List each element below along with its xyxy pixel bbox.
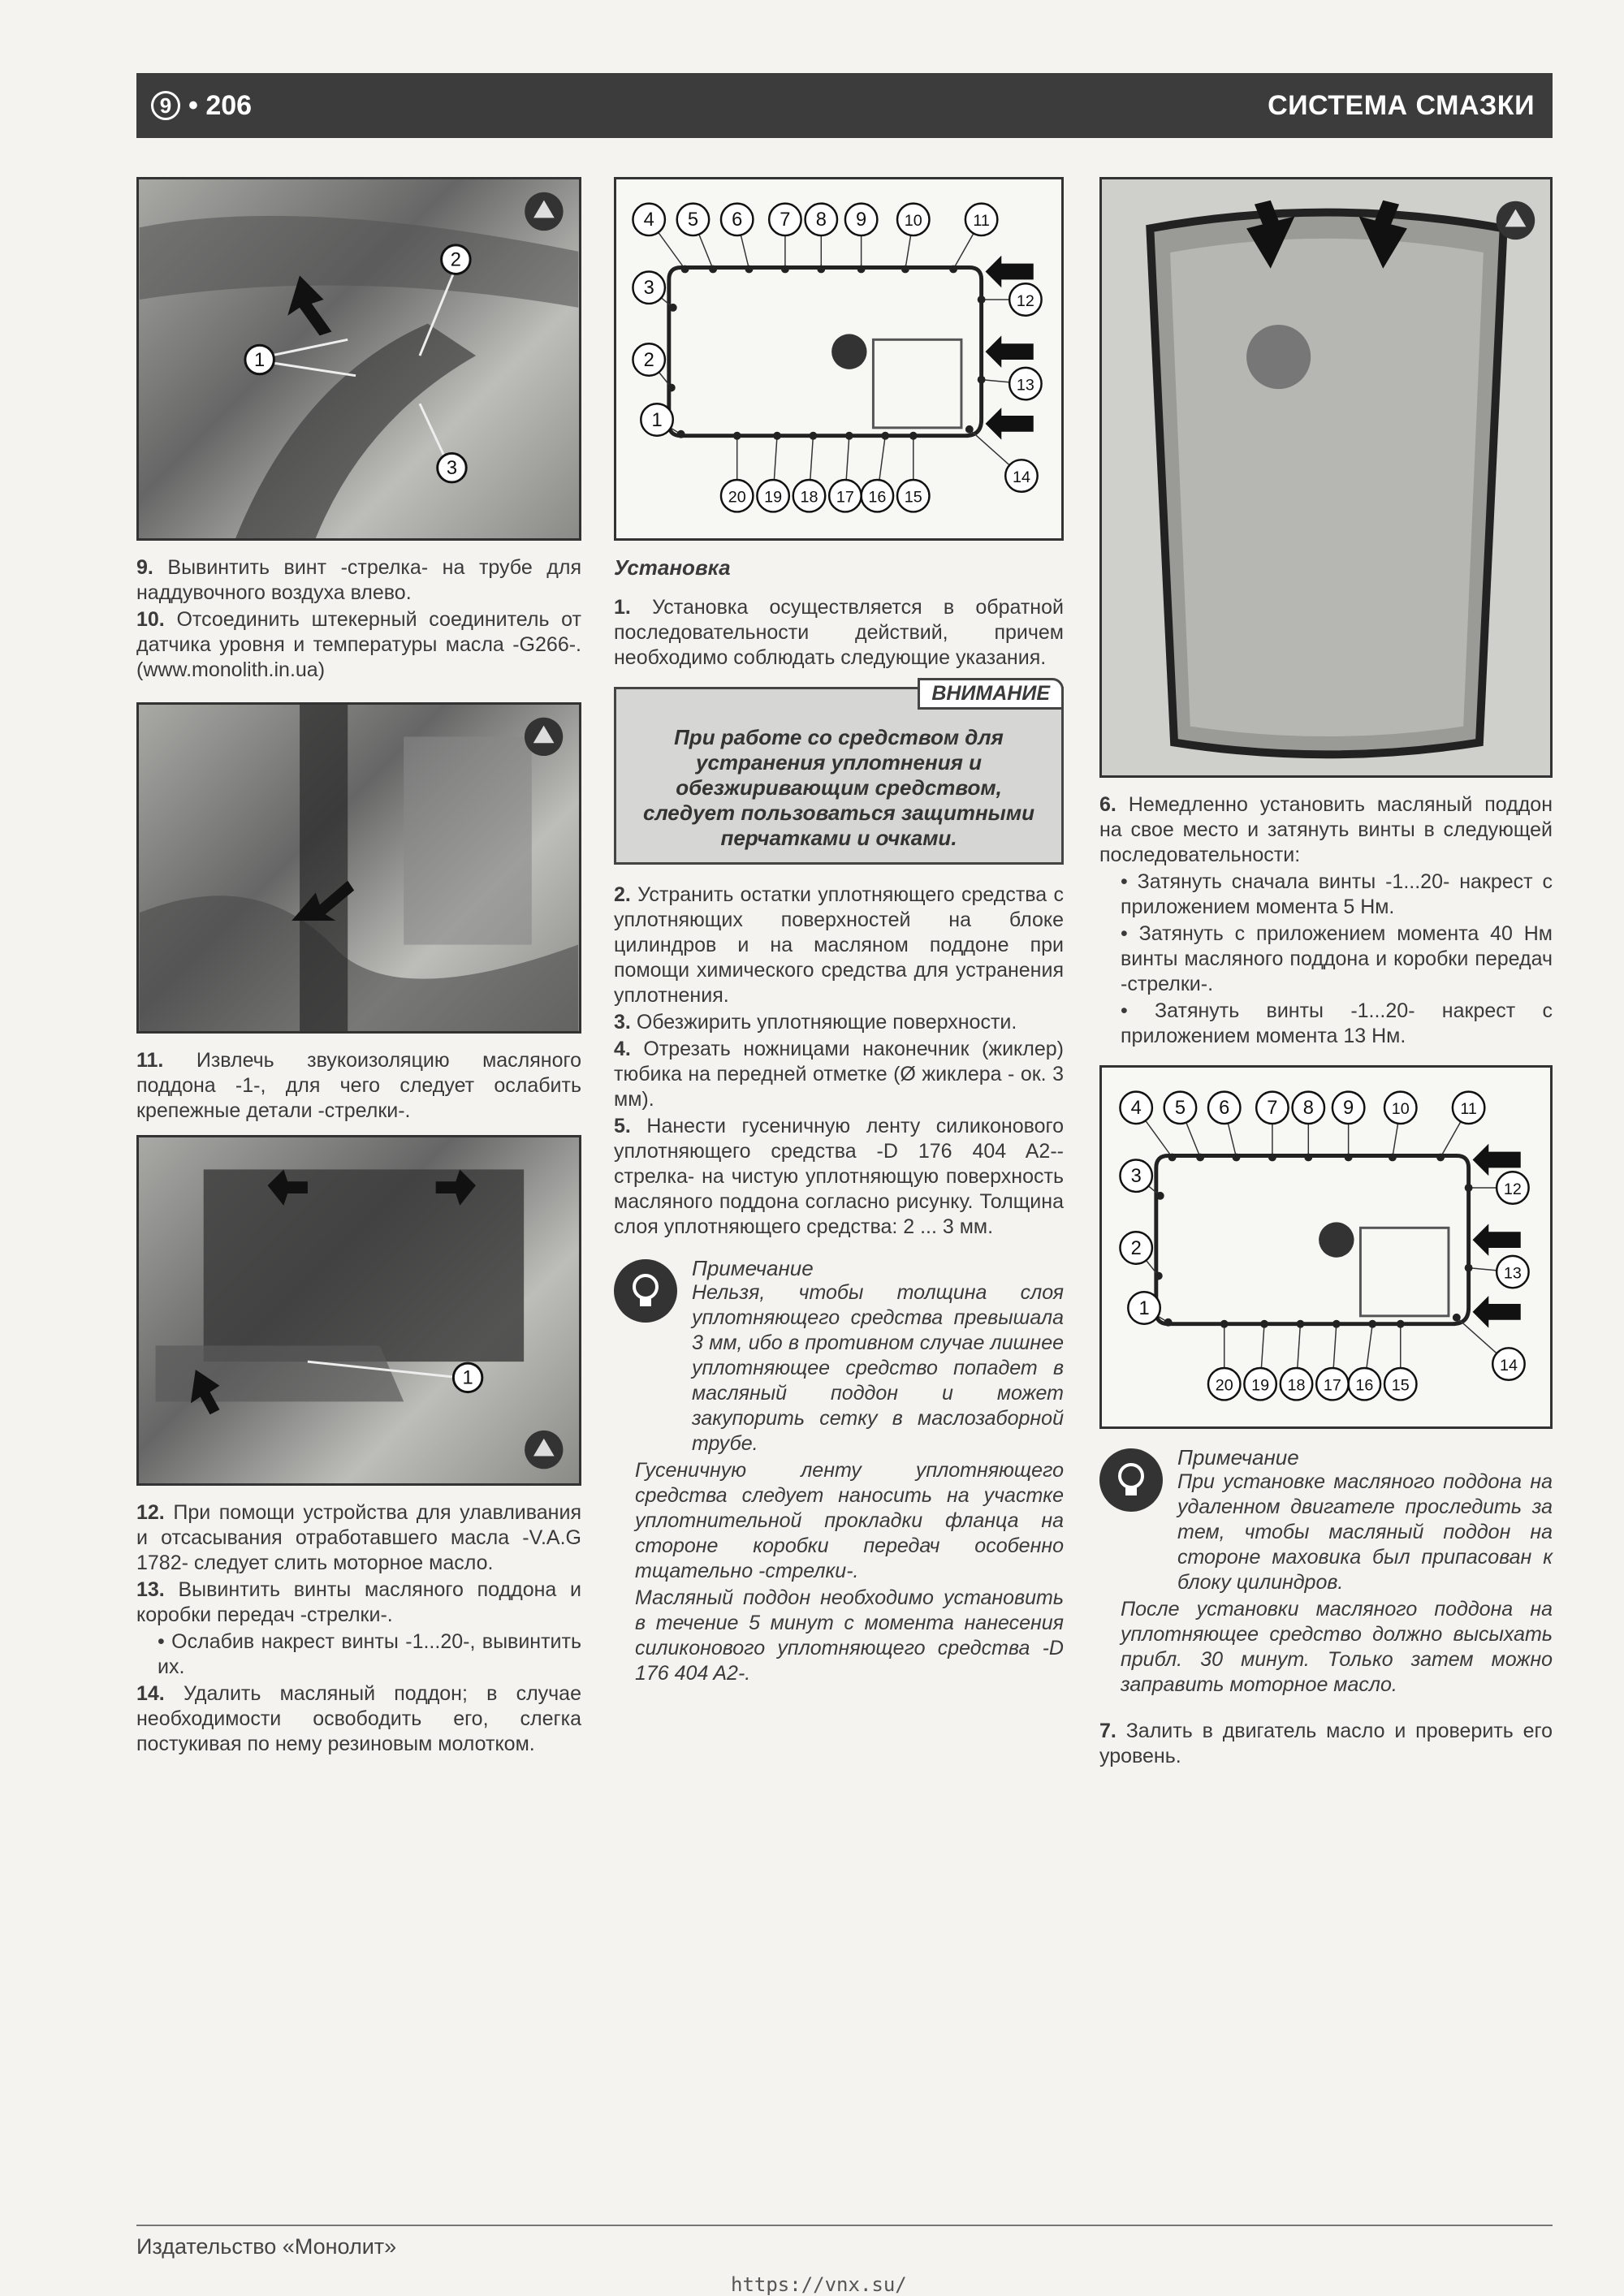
- bolt-callout-20: 20: [1215, 1376, 1233, 1395]
- oil-pump-outline: [873, 339, 961, 428]
- bolt-callout-17: 17: [836, 488, 854, 507]
- note-block: [1099, 1445, 1553, 1595]
- bolt-callout-6: 6: [732, 209, 743, 231]
- subsection-title: Установка: [614, 555, 731, 580]
- bolt-callout-10: 10: [1391, 1100, 1410, 1119]
- bolt-marker: [949, 265, 957, 274]
- install-step-4: 4. Отрезать ножницами наконечник (жиклер) тюбика на передней отметке (Ø жиклера - ок. 3 мм).: [614, 1038, 1064, 1111]
- step-13: 13. Вывинтить винты масляного поддона и коробки передач -стрелки-.: [136, 1578, 581, 1626]
- bolt-callout-19: 19: [1251, 1376, 1270, 1395]
- bolt-callout-3: 3: [1130, 1166, 1142, 1188]
- bolt-marker: [1156, 1192, 1164, 1200]
- bolt-callout-5: 5: [687, 209, 699, 231]
- bolt-marker: [1332, 1320, 1341, 1328]
- figure-bolt-sequence-1: [614, 177, 1064, 541]
- figure-bolt-sequence-2: [1099, 1065, 1553, 1429]
- bolt-callout-12: 12: [1016, 291, 1034, 310]
- bolt-marker: [909, 432, 918, 440]
- callout-1: 1: [462, 1367, 473, 1389]
- publisher-name: Издательство «Монолит»: [136, 2234, 397, 2259]
- bolt-callout-4: 4: [643, 209, 654, 231]
- install-step-6-bullet-2: • Затянуть с приложением момента 40 Нм винты масляного поддона и коробки передач -стрелки-.: [1121, 922, 1553, 995]
- bolt-callout-12: 12: [1503, 1180, 1522, 1198]
- note-block: [614, 1256, 1064, 1457]
- bolt-callout-7: 7: [780, 209, 791, 231]
- install-step-7: 7. Залить в двигатель масло и проверить его уровень.: [1099, 1720, 1553, 1767]
- bolt-marker: [1220, 1320, 1229, 1328]
- column-3: [1099, 177, 1553, 1771]
- bolt-callout-9: 9: [1343, 1098, 1354, 1120]
- bolt-callout-19: 19: [764, 488, 783, 507]
- bolt-callout-10: 10: [904, 212, 922, 231]
- bolt-marker: [667, 384, 676, 392]
- lightbulb-icon: [1099, 1448, 1163, 1512]
- note-title: Примечание: [1177, 1445, 1299, 1470]
- bolt-callout-7: 7: [1267, 1098, 1278, 1120]
- install-step-5: 5. Нанести гусеничную ленту силиконового уплотняющего средства -D 176 404 A2--стрелка- на чистую уплотняющую поверхность масляного поддона согласно рисунку. Толщина слоя уплотняющего средства: 2 ... 3 мм.: [614, 1115, 1064, 1238]
- note-title: Примечание: [692, 1256, 814, 1280]
- bolt-marker: [773, 432, 781, 440]
- bolt-marker: [733, 432, 741, 440]
- bolt-marker: [1164, 1318, 1173, 1327]
- oil-pan-outline: [1156, 1156, 1469, 1324]
- bolt-marker: [901, 265, 909, 274]
- oil-pan-outline: [669, 268, 982, 436]
- install-step-6-bullet-1: • Затянуть сначала винты -1...20- накрест с приложением момента 5 Нм.: [1121, 870, 1553, 918]
- publisher-logo-icon: [1319, 1222, 1354, 1257]
- arrow-icon: [1473, 1296, 1521, 1327]
- bolt-marker: [1296, 1320, 1304, 1328]
- page-number: • 206: [188, 89, 253, 121]
- note-text-1: При установке масляного поддона на удаленном двигателе проследить за тем, чтобы масляный поддон на стороне маховика был припасован к блоку цилиндров.: [1177, 1470, 1553, 1594]
- section-title: СИСТЕМА СМАЗКИ: [1268, 89, 1535, 121]
- callout-2: 2: [450, 249, 461, 271]
- bolt-callout-17: 17: [1323, 1376, 1341, 1395]
- bolt-callout-2: 2: [1130, 1237, 1142, 1259]
- figure-sensor-connector-drawing: [139, 705, 579, 1031]
- figure-sensor-connector-photo: [136, 702, 581, 1034]
- bolt-marker: [1155, 1272, 1163, 1280]
- step-11: 11. Извлечь звукоизоляцию масляного поддона -1-, для чего следует ослабить крепежные детали -стрелки-.: [136, 1049, 581, 1122]
- step-9: 9. Вывинтить винт -стрелка- на трубе для наддувочного воздуха влево.: [136, 556, 581, 604]
- publisher-logo-icon: [831, 334, 866, 369]
- arrow-icon: [1473, 1224, 1521, 1255]
- oil-pump-outline: [1360, 1228, 1449, 1316]
- bolt-callout-2: 2: [643, 349, 654, 371]
- page-header: [136, 73, 1553, 138]
- bolt-marker: [978, 376, 986, 384]
- step-14: 14. Удалить масляный поддон; в случае необходимости освободить его, слегка постукивая по нему резиновым молотком.: [136, 1682, 581, 1755]
- bolt-callout-1: 1: [1138, 1297, 1150, 1319]
- figure-oil-pan-insulation-photo: [136, 1135, 581, 1486]
- bolt-callout-15: 15: [1391, 1376, 1410, 1395]
- bolt-marker: [809, 432, 817, 440]
- bolt-callout-18: 18: [800, 488, 818, 507]
- bolt-marker: [1389, 1154, 1397, 1162]
- bolt-marker: [1304, 1154, 1312, 1162]
- bolt-marker: [709, 265, 717, 274]
- bolt-callout-5: 5: [1174, 1098, 1186, 1120]
- bolt-callout-4: 4: [1130, 1098, 1142, 1120]
- bolt-callout-14: 14: [1012, 468, 1030, 486]
- bolt-marker: [1453, 1314, 1461, 1322]
- bolt-marker: [1368, 1320, 1376, 1328]
- callout-3: 3: [446, 458, 458, 480]
- figure-oil-pan-sealant-drawing: [1102, 179, 1550, 775]
- bolt-callout-11: 11: [1460, 1100, 1477, 1119]
- bolt-callout-14: 14: [1499, 1356, 1518, 1375]
- bolt-marker: [978, 296, 986, 304]
- bolt-marker: [1345, 1154, 1353, 1162]
- column-2: [614, 177, 1064, 1688]
- bolt-callout-1: 1: [651, 409, 663, 431]
- bolt-callout-8: 8: [815, 209, 827, 231]
- bolt-marker: [1196, 1154, 1204, 1162]
- bolt-marker: [857, 265, 866, 274]
- bolt-callout-16: 16: [868, 488, 887, 507]
- bolt-marker: [965, 425, 974, 434]
- bolt-callout-20: 20: [728, 488, 746, 507]
- arrow-icon: [986, 408, 1034, 439]
- chapter-number: 9: [151, 91, 180, 120]
- bolt-callout-18: 18: [1287, 1376, 1306, 1395]
- callout-1: 1: [254, 349, 266, 371]
- arrow-icon: [986, 335, 1034, 367]
- bolt-marker: [1397, 1320, 1405, 1328]
- bolt-callout-6: 6: [1219, 1098, 1230, 1120]
- bolt-marker: [669, 304, 677, 312]
- bolt-marker: [1233, 1154, 1241, 1162]
- bolt-callout-15: 15: [904, 488, 922, 507]
- bolt-marker: [1260, 1320, 1268, 1328]
- bolt-marker: [681, 265, 689, 274]
- step-10: 10. Отсоединить штекерный соединитель от датчика уровня и температуры масла -G266-. (www.monolith.in.ua): [136, 608, 581, 681]
- bolt-marker: [817, 265, 825, 274]
- figure-charge-pipe-photo: [136, 177, 581, 541]
- bolt-callout-11: 11: [973, 212, 990, 231]
- note-text-3: Масляный поддон необходимо установить в течение 5 минут с момента нанесения силиконового уплотняющего средства -D 176 404 A2-.: [635, 1586, 1064, 1685]
- step-13-bullet: • Ослабив накрест винты -1...20-, вывинтить их.: [158, 1630, 581, 1678]
- bolt-callout-9: 9: [856, 209, 867, 231]
- page-number-block: [136, 90, 252, 122]
- bolt-sequence-diagram: [616, 179, 1061, 538]
- footer-divider: [136, 2225, 1553, 2226]
- bolt-marker: [1436, 1154, 1445, 1162]
- bolt-marker: [1465, 1184, 1473, 1192]
- lightbulb-icon: [614, 1259, 677, 1323]
- bolt-callout-16: 16: [1355, 1376, 1374, 1395]
- source-url[interactable]: https://vnx.su/: [731, 2273, 907, 2296]
- note-text-2: Гусеничную ленту уплотняющего средства следует наносить на участке уплотнительной прокладки фланца на стороне коробки передач особенно тщательно -стрелки-.: [635, 1459, 1064, 1582]
- bolt-marker: [781, 265, 789, 274]
- warning-box: [614, 682, 1064, 865]
- install-step-3: 3. Обезжирить уплотняющие поверхности.: [614, 1011, 1017, 1034]
- figure-charge-pipe-drawing: [139, 179, 579, 538]
- figure-oil-pan-sealant-photo: [1099, 177, 1553, 778]
- bolt-sequence-diagram: [1102, 1068, 1550, 1426]
- bolt-callout-13: 13: [1503, 1264, 1522, 1283]
- bolt-marker: [845, 432, 853, 440]
- note-text-1: Нельзя, чтобы толщина слоя уплотняющего средства превышала 3 мм, ибо в противном случае лишнее уплотняющее средство попадет в масляный поддон и может закупорить сетку в маслозаборной трубе.: [692, 1281, 1064, 1455]
- bolt-marker: [1465, 1264, 1473, 1272]
- install-step-6-bullet-3: • Затянуть винты -1...20- накрест с приложением момента 13 Нм.: [1121, 999, 1553, 1047]
- bolt-marker: [1268, 1154, 1276, 1162]
- bolt-callout-13: 13: [1016, 376, 1034, 395]
- warning-text: При работе со средством для устранения уплотнения и обезжиривающим средством, следует пользоваться защитными перчатками и очками.: [642, 725, 1034, 850]
- figure-oil-pan-insulation-drawing: [139, 1137, 579, 1483]
- bolt-callout-3: 3: [643, 278, 654, 300]
- bolt-marker: [881, 432, 889, 440]
- bolt-marker: [745, 265, 754, 274]
- install-step-6: 6. Немедленно установить масляный поддон на свое место и затянуть винты в следующей последовательности:: [1099, 793, 1553, 866]
- note-text-2: После установки масляного поддона на уплотняющее средство должно высыхать прибл. 30 минут. Только затем можно заправить моторное масло.: [1121, 1598, 1553, 1696]
- column-1: [136, 177, 581, 1759]
- install-step-1: 1. Установка осуществляется в обратной последовательности действий, причем необходимо соблюдать следующие указания.: [614, 596, 1064, 669]
- bolt-callout-8: 8: [1302, 1098, 1314, 1120]
- warning-label: ВНИМАНИЕ: [918, 678, 1064, 710]
- step-12: 12. При помощи устройства для улавливания и отсасывания отработавшего масла -V.A.G 1782- следует слить моторное масло.: [136, 1501, 581, 1574]
- bolt-marker: [1168, 1154, 1177, 1162]
- install-step-2: 2. Устранить остатки уплотняющего средства с уплотняющих поверхностей на блоке цилиндров и на масляном поддоне при помощи химического средства для устранения уплотнения.: [614, 883, 1064, 1007]
- bolt-marker: [677, 430, 685, 438]
